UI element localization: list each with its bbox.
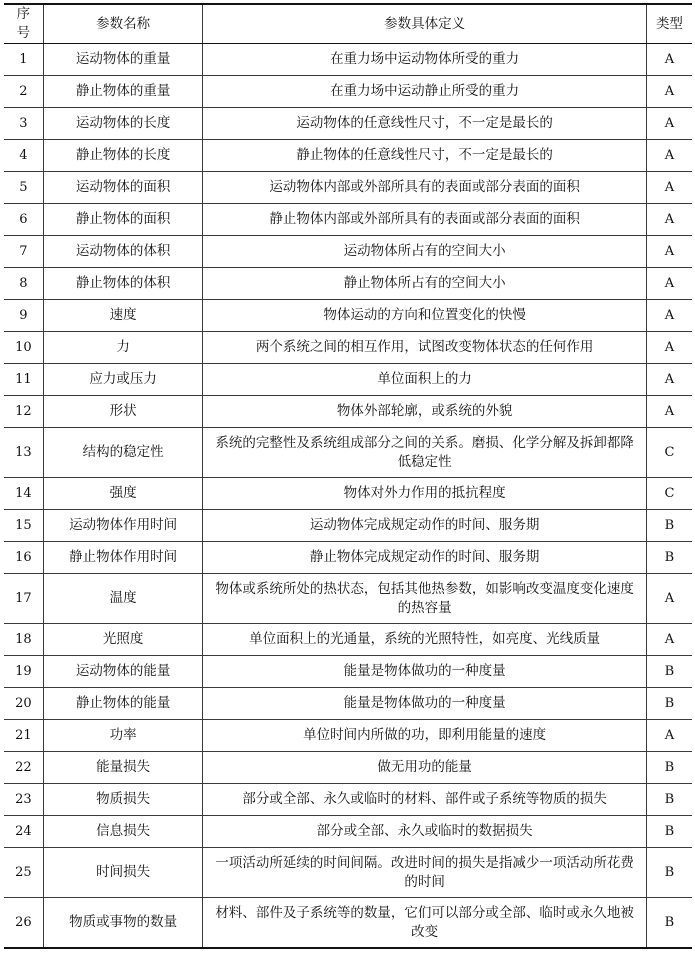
table-row <box>4 510 692 542</box>
cell-name: 运动物体的能量 <box>43 656 203 688</box>
cell-type: A <box>646 720 692 752</box>
cell-no: 24 <box>4 816 43 848</box>
cell-no: 19 <box>4 656 43 688</box>
header-no: 序号 <box>4 4 43 44</box>
cell-type: A <box>646 574 692 624</box>
header-row <box>4 4 692 44</box>
table-row <box>4 656 692 688</box>
cell-no: 20 <box>4 688 43 720</box>
cell-type: B <box>646 752 692 784</box>
cell-type: A <box>646 332 692 364</box>
cell-name: 运动物体的体积 <box>43 236 203 268</box>
table-row <box>4 752 692 784</box>
cell-type: B <box>646 898 692 949</box>
cell-definition: 单位面积上的光通量，系统的光照特性，如亮度、光线质量 <box>203 624 646 656</box>
cell-name: 力 <box>43 332 203 364</box>
cell-definition: 两个系统之间的相互作用，试图改变物体状态的任何作用 <box>203 332 646 364</box>
cell-no: 7 <box>4 236 43 268</box>
table-row <box>4 140 692 172</box>
cell-definition: 运动物体所占有的空间大小 <box>203 236 646 268</box>
cell-name: 能量损失 <box>43 752 203 784</box>
cell-type: A <box>646 76 692 108</box>
cell-definition: 在重力场中运动静止所受的重力 <box>203 76 646 108</box>
cell-no: 17 <box>4 574 43 624</box>
cell-type: B <box>646 542 692 574</box>
cell-no: 26 <box>4 898 43 949</box>
table-row <box>4 428 692 478</box>
cell-no: 10 <box>4 332 43 364</box>
cell-type: B <box>646 816 692 848</box>
table-row <box>4 542 692 574</box>
cell-type: A <box>646 364 692 396</box>
cell-no: 15 <box>4 510 43 542</box>
cell-name: 静止物体的长度 <box>43 140 203 172</box>
cell-definition: 在重力场中运动物体所受的重力 <box>203 44 646 76</box>
table-row <box>4 784 692 816</box>
cell-name: 运动物体的面积 <box>43 172 203 204</box>
cell-name: 静止物体的重量 <box>43 76 203 108</box>
parameter-table-container <box>4 3 692 949</box>
cell-no: 25 <box>4 848 43 898</box>
cell-definition: 物体运动的方向和位置变化的快慢 <box>203 300 646 332</box>
cell-definition: 部分或全部、永久或临时的数据损失 <box>203 816 646 848</box>
cell-name: 物质损失 <box>43 784 203 816</box>
cell-type: A <box>646 236 692 268</box>
cell-definition: 运动物体完成规定动作的时间、服务期 <box>203 510 646 542</box>
cell-definition: 物体外部轮廓，或系统的外貌 <box>203 396 646 428</box>
cell-definition: 单位时间内所做的功，即利用能量的速度 <box>203 720 646 752</box>
cell-no: 6 <box>4 204 43 236</box>
cell-definition: 静止物体完成规定动作的时间、服务期 <box>203 542 646 574</box>
table-row <box>4 478 692 510</box>
cell-no: 9 <box>4 300 43 332</box>
cell-name: 应力或压力 <box>43 364 203 396</box>
cell-definition: 材料、部件及子系统等的数量，它们可以部分或全部、临时或永久地被改变 <box>203 898 646 949</box>
table-header <box>4 4 692 44</box>
cell-no: 12 <box>4 396 43 428</box>
cell-name: 结构的稳定性 <box>43 428 203 478</box>
cell-type: B <box>646 848 692 898</box>
header-type: 类型 <box>646 4 692 44</box>
cell-type: A <box>646 44 692 76</box>
cell-definition: 做无用功的能量 <box>203 752 646 784</box>
table-row <box>4 396 692 428</box>
table-row <box>4 816 692 848</box>
cell-name: 静止物体的面积 <box>43 204 203 236</box>
table-row <box>4 848 692 898</box>
table-row <box>4 364 692 396</box>
cell-type: B <box>646 784 692 816</box>
table-row <box>4 172 692 204</box>
table-row <box>4 268 692 300</box>
cell-name: 静止物体的体积 <box>43 268 203 300</box>
cell-no: 5 <box>4 172 43 204</box>
cell-definition: 运动物体内部或外部所具有的表面或部分表面的面积 <box>203 172 646 204</box>
cell-definition: 能量是物体做功的一种度量 <box>203 656 646 688</box>
cell-name: 温度 <box>43 574 203 624</box>
cell-name: 静止物体作用时间 <box>43 542 203 574</box>
cell-name: 形状 <box>43 396 203 428</box>
cell-no: 4 <box>4 140 43 172</box>
cell-no: 3 <box>4 108 43 140</box>
cell-name: 光照度 <box>43 624 203 656</box>
cell-definition: 部分或全部、永久或临时的材料、部件或子系统等物质的损失 <box>203 784 646 816</box>
table-row <box>4 624 692 656</box>
cell-no: 18 <box>4 624 43 656</box>
cell-definition: 单位面积上的力 <box>203 364 646 396</box>
cell-no: 8 <box>4 268 43 300</box>
cell-definition: 系统的完整性及系统组成部分之间的关系。磨损、化学分解及拆卸都降低稳定性 <box>203 428 646 478</box>
cell-definition: 物体对外力作用的抵抗程度 <box>203 478 646 510</box>
table-row <box>4 300 692 332</box>
cell-type: A <box>646 300 692 332</box>
cell-name: 运动物体的重量 <box>43 44 203 76</box>
cell-type: B <box>646 656 692 688</box>
cell-name: 运动物体的长度 <box>43 108 203 140</box>
cell-name: 功率 <box>43 720 203 752</box>
table-row <box>4 720 692 752</box>
cell-name: 物质或事物的数量 <box>43 898 203 949</box>
cell-definition: 能量是物体做功的一种度量 <box>203 688 646 720</box>
table-row <box>4 108 692 140</box>
table-row <box>4 44 692 76</box>
header-name: 参数名称 <box>43 4 203 44</box>
cell-no: 23 <box>4 784 43 816</box>
table-row <box>4 688 692 720</box>
cell-type: A <box>646 268 692 300</box>
cell-name: 信息损失 <box>43 816 203 848</box>
header-definition: 参数具体定义 <box>203 4 646 44</box>
cell-type: A <box>646 172 692 204</box>
cell-type: A <box>646 624 692 656</box>
cell-definition: 静止物体内部或外部所具有的表面或部分表面的面积 <box>203 204 646 236</box>
table-row <box>4 332 692 364</box>
cell-name: 强度 <box>43 478 203 510</box>
cell-type: B <box>646 688 692 720</box>
cell-type: C <box>646 428 692 478</box>
table-row <box>4 76 692 108</box>
cell-no: 13 <box>4 428 43 478</box>
cell-name: 静止物体的能量 <box>43 688 203 720</box>
cell-no: 11 <box>4 364 43 396</box>
table-body <box>4 44 692 949</box>
cell-type: A <box>646 108 692 140</box>
cell-definition: 静止物体的任意线性尺寸，不一定是最长的 <box>203 140 646 172</box>
cell-type: A <box>646 396 692 428</box>
parameter-table <box>4 3 692 949</box>
cell-definition: 一项活动所延续的时间间隔。改进时间的损失是指减少一项活动所花费的时间 <box>203 848 646 898</box>
table-row <box>4 204 692 236</box>
cell-type: A <box>646 204 692 236</box>
table-row <box>4 574 692 624</box>
cell-type: A <box>646 140 692 172</box>
cell-no: 21 <box>4 720 43 752</box>
cell-no: 14 <box>4 478 43 510</box>
cell-no: 2 <box>4 76 43 108</box>
cell-name: 运动物体作用时间 <box>43 510 203 542</box>
table-row <box>4 898 692 949</box>
cell-name: 时间损失 <box>43 848 203 898</box>
cell-definition: 静止物体所占有的空间大小 <box>203 268 646 300</box>
cell-type: C <box>646 478 692 510</box>
cell-definition: 运动物体的任意线性尺寸，不一定是最长的 <box>203 108 646 140</box>
table-row <box>4 236 692 268</box>
cell-no: 22 <box>4 752 43 784</box>
cell-no: 16 <box>4 542 43 574</box>
cell-name: 速度 <box>43 300 203 332</box>
cell-no: 1 <box>4 44 43 76</box>
cell-type: B <box>646 510 692 542</box>
cell-definition: 物体或系统所处的热状态，包括其他热参数，如影响改变温度变化速度的热容量 <box>203 574 646 624</box>
